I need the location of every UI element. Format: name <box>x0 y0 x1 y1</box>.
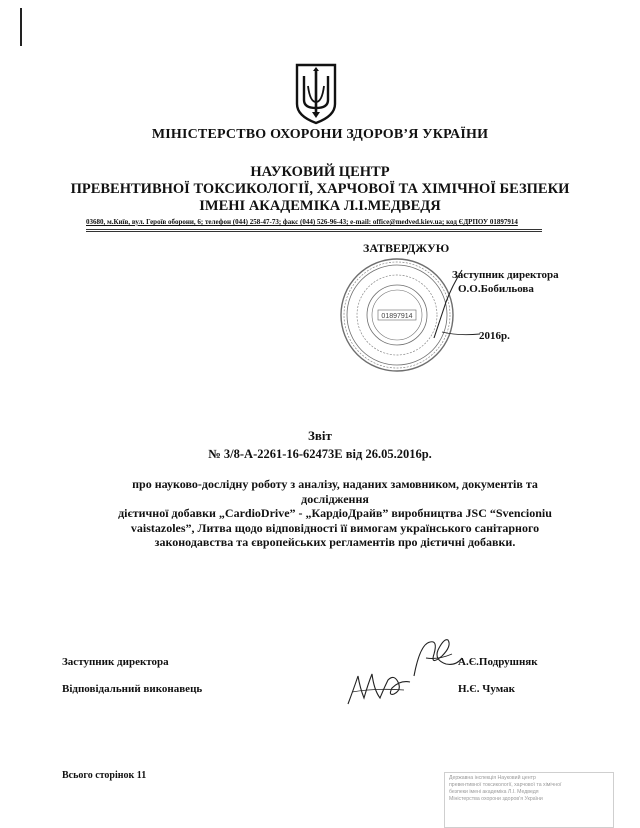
approval-deputy-title: Заступник директора <box>452 269 559 281</box>
executor-signature-icon <box>344 668 414 708</box>
registration-stamp-line: Міністерства охорони здоров’я України <box>449 796 543 802</box>
deputy-signature-icon <box>408 636 466 680</box>
contact-address: 03680, м.Київ, вул. Героїв оборони, 6; телефон (044) 258-47-73; факс (044) 526-96-43; e-mail: office@medved.kiev.ua; код ЄДРПОУ 01897914 <box>86 218 518 226</box>
report-title: Звіт <box>308 428 332 443</box>
header-divider <box>86 231 542 232</box>
deputy-director-label: Заступник директора <box>62 656 169 668</box>
header-divider <box>86 229 542 230</box>
registration-stamp-line: превентивної токсикології, харчової та хімічної <box>449 782 562 788</box>
institution-line: ПРЕВЕНТИВНОЇ ТОКСИКОЛОГІЇ, ХАРЧОВОЇ ТА ХІМІЧНОЇ БЕЗПЕКИ <box>70 181 570 197</box>
approval-year: 2016р. <box>479 330 510 342</box>
approval-signature-icon <box>432 268 482 340</box>
description-line: про науково-дослідну роботу з аналізу, наданих замовником, документів та дослідження <box>132 477 538 506</box>
executor-label: Відповідальний виконавець <box>62 683 203 695</box>
ministry-title: МІНІСТЕРСТВО ОХОРОНИ ЗДОРОВ’Я УКРАЇНИ <box>151 127 489 142</box>
institution-name <box>0 164 640 215</box>
registration-stamp-line: безпеки імені академіка Л.І. Медведя <box>449 789 539 795</box>
deputy-director-name: А.Є.Подрушняк <box>458 656 538 668</box>
institution-line: ІМЕНІ АКАДЕМІКА Л.І.МЕДВЕДЯ <box>199 198 441 214</box>
report-number: № 3/8-А-2261-16-62473Е від 26.05.2016р. <box>208 447 432 461</box>
report-description <box>100 477 570 550</box>
executor-name: Н.Є. Чумак <box>458 683 515 695</box>
registration-stamp-line: Державна інспекція Науковий центр <box>449 775 536 781</box>
registration-stamp <box>444 772 614 828</box>
description-line: законодавства та європейських регламентів про дієтичні добавки. <box>154 535 516 549</box>
trident-emblem-icon <box>294 62 338 126</box>
description-line: vaistazoles”, Литва щодо відповідності її вимогам українського санітарного <box>130 520 540 535</box>
description-line: дієтичної добавки „CardioDrive” - „КардіоДрайв” виробництва JSC “Svencioniu <box>118 506 552 520</box>
approval-deputy-name: О.О.Бобильова <box>458 283 534 295</box>
margin-mark <box>20 8 22 46</box>
stamp-code: 01897914 <box>381 313 413 320</box>
institution-line: НАУКОВИЙ ЦЕНТР <box>250 164 390 180</box>
approve-heading: ЗАТВЕРДЖУЮ <box>363 241 450 255</box>
total-pages: Всього сторінок 11 <box>62 770 147 781</box>
